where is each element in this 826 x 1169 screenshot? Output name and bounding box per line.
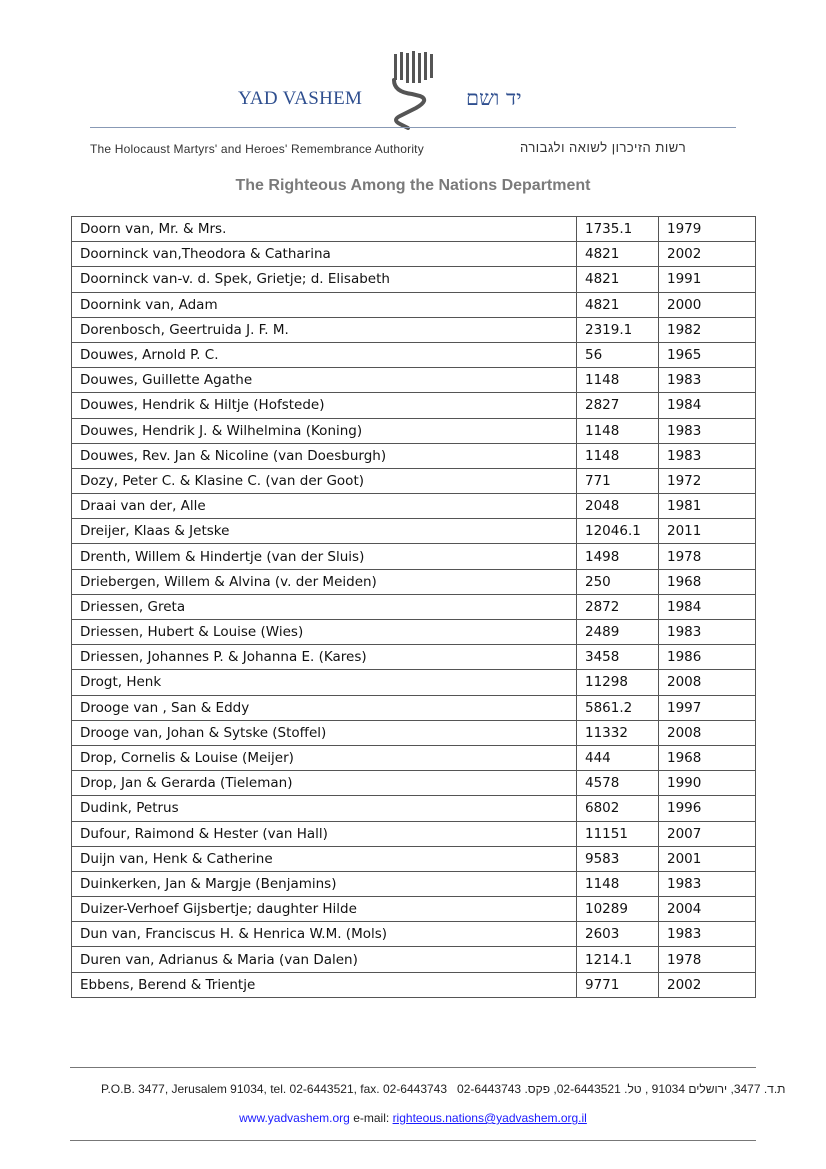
authority-name-hebrew: רשות הזיכרון לשואה ולגבורה: [520, 140, 687, 155]
row-name-cell: Doornink van, Adam: [72, 292, 577, 317]
row-name-cell: Drop, Jan & Gerarda (Tieleman): [72, 771, 577, 796]
table-row: [72, 393, 756, 418]
table-row: [72, 670, 756, 695]
row-name-cell: Draai van der, Alle: [72, 494, 577, 519]
row-name-cell: Driessen, Greta: [72, 594, 577, 619]
row-name-cell: Drenth, Willem & Hindertje (van der Sluis): [72, 544, 577, 569]
table-row: [72, 796, 756, 821]
row-name-cell: Dozy, Peter C. & Klasine C. (van der Goot): [72, 468, 577, 493]
table-row: [72, 519, 756, 544]
table-row: [72, 217, 756, 242]
header-divider: [90, 127, 736, 128]
row-file-cell: 9583: [577, 846, 659, 871]
table-row: [72, 720, 756, 745]
row-year-cell: 2007: [659, 821, 756, 846]
row-file-cell: 6802: [577, 796, 659, 821]
table-row: [72, 418, 756, 443]
row-year-cell: 1968: [659, 745, 756, 770]
authority-name-english: The Holocaust Martyrs' and Heroes' Remembrance Authority: [90, 142, 424, 156]
row-file-cell: 2872: [577, 594, 659, 619]
row-file-cell: 10289: [577, 897, 659, 922]
row-file-cell: 4821: [577, 267, 659, 292]
brand-name-english: YAD VASHEM: [238, 88, 363, 109]
footer-divider-top: [70, 1067, 756, 1068]
row-file-cell: 771: [577, 468, 659, 493]
row-year-cell: 1979: [659, 217, 756, 242]
table-row: [72, 846, 756, 871]
row-name-cell: Douwes, Hendrik & Hiltje (Hofstede): [72, 393, 577, 418]
row-file-cell: 4821: [577, 242, 659, 267]
table-row: [72, 242, 756, 267]
row-name-cell: Duinkerken, Jan & Margje (Benjamins): [72, 871, 577, 896]
row-name-cell: Duren van, Adrianus & Maria (van Dalen): [72, 947, 577, 972]
table-row: [72, 897, 756, 922]
email-link[interactable]: righteous.nations@yadvashem.org.il: [392, 1111, 587, 1125]
row-file-cell: 11151: [577, 821, 659, 846]
row-file-cell: 5861.2: [577, 695, 659, 720]
row-file-cell: 12046.1: [577, 519, 659, 544]
row-year-cell: 1972: [659, 468, 756, 493]
row-file-cell: 1148: [577, 871, 659, 896]
table-row: [72, 368, 756, 393]
row-file-cell: 1148: [577, 418, 659, 443]
row-file-cell: 250: [577, 569, 659, 594]
row-name-cell: Doorninck van-v. d. Spek, Grietje; d. Elisabeth: [72, 267, 577, 292]
table-row: [72, 267, 756, 292]
row-year-cell: 1996: [659, 796, 756, 821]
row-name-cell: Dorenbosch, Geertruida J. F. M.: [72, 317, 577, 342]
table-row: [72, 947, 756, 972]
row-year-cell: 1965: [659, 342, 756, 367]
row-year-cell: 2000: [659, 292, 756, 317]
row-name-cell: Driessen, Hubert & Louise (Wies): [72, 620, 577, 645]
row-file-cell: 2827: [577, 393, 659, 418]
row-name-cell: Douwes, Hendrik J. & Wilhelmina (Koning): [72, 418, 577, 443]
table-row: [72, 317, 756, 342]
row-file-cell: 1148: [577, 368, 659, 393]
row-year-cell: 2011: [659, 519, 756, 544]
righteous-list-table: [71, 216, 756, 998]
table-row: [72, 871, 756, 896]
row-file-cell: 4821: [577, 292, 659, 317]
row-year-cell: 1978: [659, 544, 756, 569]
row-name-cell: Douwes, Rev. Jan & Nicoline (van Doesburgh): [72, 443, 577, 468]
row-file-cell: 2048: [577, 494, 659, 519]
row-year-cell: 2008: [659, 720, 756, 745]
row-year-cell: 1991: [659, 267, 756, 292]
table-row: [72, 569, 756, 594]
table-row: [72, 922, 756, 947]
footer-address: [101, 1082, 785, 1096]
brand-name-hebrew: יד ושם: [466, 86, 522, 110]
row-file-cell: 3458: [577, 645, 659, 670]
row-file-cell: 2603: [577, 922, 659, 947]
table-row: [72, 821, 756, 846]
row-name-cell: Dreijer, Klaas & Jetske: [72, 519, 577, 544]
row-file-cell: 1735.1: [577, 217, 659, 242]
row-year-cell: 1983: [659, 443, 756, 468]
row-year-cell: 2008: [659, 670, 756, 695]
row-file-cell: 2489: [577, 620, 659, 645]
letterhead: [0, 0, 826, 170]
table-row: [72, 594, 756, 619]
row-year-cell: 1997: [659, 695, 756, 720]
footer-address-english: P.O.B. 3477, Jerusalem 91034, tel. 02-6443521, fax. 02-6443743: [101, 1082, 448, 1096]
table-row: [72, 972, 756, 997]
row-file-cell: 56: [577, 342, 659, 367]
row-file-cell: 11332: [577, 720, 659, 745]
row-file-cell: 1498: [577, 544, 659, 569]
row-name-cell: Ebbens, Berend & Trientje: [72, 972, 577, 997]
row-name-cell: Drogt, Henk: [72, 670, 577, 695]
row-year-cell: 1983: [659, 871, 756, 896]
row-name-cell: Drop, Cornelis & Louise (Meijer): [72, 745, 577, 770]
row-year-cell: 1983: [659, 620, 756, 645]
row-file-cell: 4578: [577, 771, 659, 796]
row-name-cell: Driessen, Johannes P. & Johanna E. (Kares): [72, 645, 577, 670]
row-year-cell: 1983: [659, 922, 756, 947]
table-row: [72, 645, 756, 670]
row-year-cell: 1978: [659, 947, 756, 972]
footer-contact: [0, 1111, 826, 1125]
row-year-cell: 2002: [659, 242, 756, 267]
row-file-cell: 9771: [577, 972, 659, 997]
row-file-cell: 1148: [577, 443, 659, 468]
row-year-cell: 1983: [659, 368, 756, 393]
row-file-cell: 11298: [577, 670, 659, 695]
table-row: [72, 494, 756, 519]
row-year-cell: 1986: [659, 645, 756, 670]
table-row: [72, 745, 756, 770]
row-name-cell: Dufour, Raimond & Hester (van Hall): [72, 821, 577, 846]
table-row: [72, 620, 756, 645]
row-year-cell: 1982: [659, 317, 756, 342]
row-name-cell: Dudink, Petrus: [72, 796, 577, 821]
row-year-cell: 2002: [659, 972, 756, 997]
table-row: [72, 443, 756, 468]
row-year-cell: 1984: [659, 594, 756, 619]
row-file-cell: 1214.1: [577, 947, 659, 972]
row-year-cell: 1968: [659, 569, 756, 594]
row-year-cell: 1983: [659, 418, 756, 443]
row-year-cell: 1981: [659, 494, 756, 519]
row-name-cell: Dun van, Franciscus H. & Henrica W.M. (Mols): [72, 922, 577, 947]
footer-divider-bottom: [70, 1140, 756, 1141]
row-name-cell: Doorn van, Mr. & Mrs.: [72, 217, 577, 242]
row-file-cell: 2319.1: [577, 317, 659, 342]
footer-address-hebrew: ת.ד. 3477, ירושלים 91034 , טל. 02-6443521, פקס. 02-6443743: [457, 1082, 786, 1096]
row-year-cell: 1984: [659, 393, 756, 418]
row-name-cell: Douwes, Guillette Agathe: [72, 368, 577, 393]
row-name-cell: Drooge van , San & Eddy: [72, 695, 577, 720]
table-row: [72, 695, 756, 720]
email-label: e-mail:: [353, 1111, 390, 1125]
row-year-cell: 2004: [659, 897, 756, 922]
row-name-cell: Drooge van, Johan & Sytske (Stoffel): [72, 720, 577, 745]
table-row: [72, 771, 756, 796]
row-name-cell: Douwes, Arnold P. C.: [72, 342, 577, 367]
table-row: [72, 292, 756, 317]
row-file-cell: 444: [577, 745, 659, 770]
row-name-cell: Driebergen, Willem & Alvina (v. der Meiden): [72, 569, 577, 594]
department-title: The Righteous Among the Nations Department: [235, 177, 591, 194]
row-year-cell: 2001: [659, 846, 756, 871]
table-row: [72, 544, 756, 569]
website-link[interactable]: www.yadvashem.org: [239, 1111, 350, 1125]
row-name-cell: Duijn van, Henk & Catherine: [72, 846, 577, 871]
row-name-cell: Doorninck van,Theodora & Catharina: [72, 242, 577, 267]
row-name-cell: Duizer-Verhoef Gijsbertje; daughter Hilde: [72, 897, 577, 922]
row-year-cell: 1990: [659, 771, 756, 796]
table-row: [72, 342, 756, 367]
table-row: [72, 468, 756, 493]
menorah-logo-icon: [386, 50, 438, 130]
